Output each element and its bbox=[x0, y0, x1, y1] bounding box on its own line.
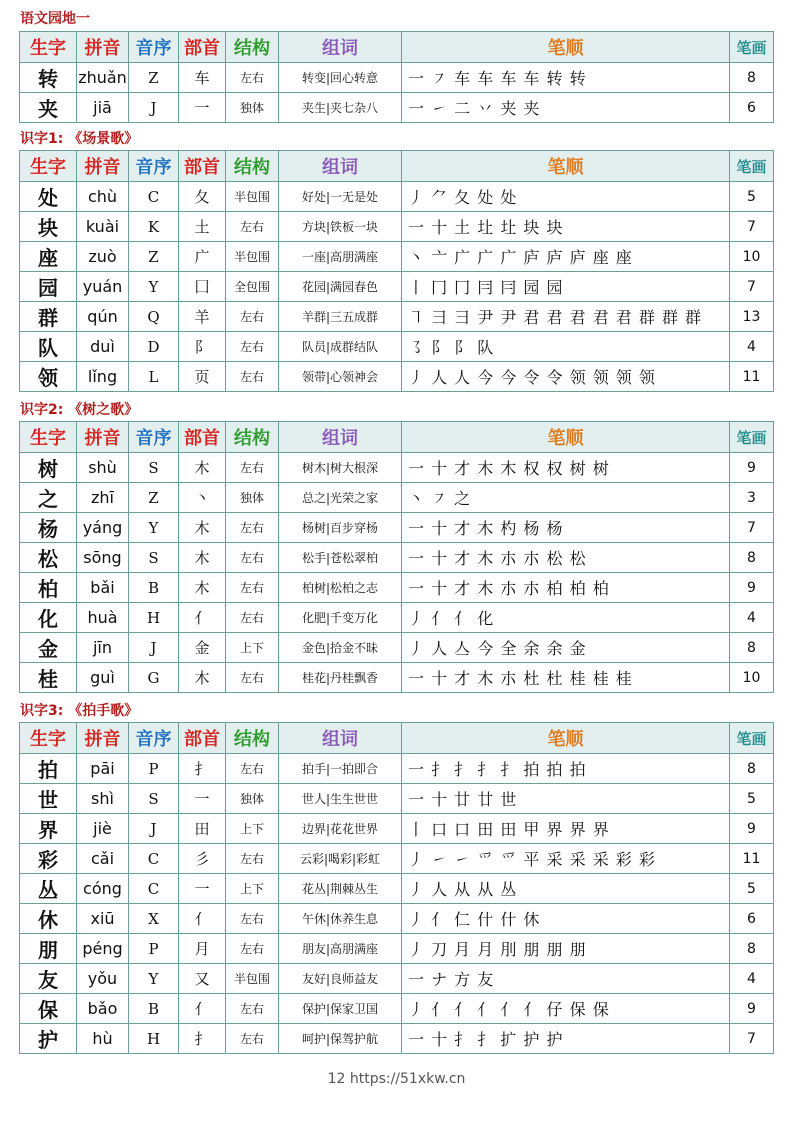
cell-index: P bbox=[129, 754, 179, 784]
table-row bbox=[20, 874, 774, 904]
column-header-words: 组词 bbox=[279, 422, 402, 453]
cell-radical: 木 bbox=[179, 573, 226, 603]
table-row bbox=[20, 663, 774, 693]
cell-count: 8 bbox=[730, 63, 774, 93]
cell-radical: 一 bbox=[179, 784, 226, 814]
cell-structure: 独体 bbox=[226, 93, 279, 123]
column-header-pinyin: 拼音 bbox=[77, 723, 129, 754]
cell-words: 朋友|高朋满座 bbox=[279, 934, 402, 964]
table-row bbox=[20, 754, 774, 784]
cell-words: 领带|心领神会 bbox=[279, 362, 402, 392]
cell-char: 转 bbox=[20, 63, 77, 93]
cell-char: 桂 bbox=[20, 663, 77, 693]
table-row bbox=[20, 63, 774, 93]
cell-strokes: ㇕ 彐 彐 尹 尹 君 君 君 君 君 群 群 群 bbox=[402, 302, 730, 332]
column-header-radical: 部首 bbox=[179, 422, 226, 453]
cell-char: 丛 bbox=[20, 874, 77, 904]
cell-pinyin: xiū bbox=[77, 904, 129, 934]
cell-index: C bbox=[129, 182, 179, 212]
cell-radical: 彡 bbox=[179, 844, 226, 874]
cell-structure: 左右 bbox=[226, 362, 279, 392]
cell-radical: 木 bbox=[179, 453, 226, 483]
cell-structure: 半包围 bbox=[226, 242, 279, 272]
cell-words: 化肥|千变万化 bbox=[279, 603, 402, 633]
cell-count: 7 bbox=[730, 513, 774, 543]
cell-structure: 左右 bbox=[226, 513, 279, 543]
cell-pinyin: kuài bbox=[77, 212, 129, 242]
cell-structure: 全包围 bbox=[226, 272, 279, 302]
cell-count: 5 bbox=[730, 182, 774, 212]
cell-structure: 左右 bbox=[226, 63, 279, 93]
cell-structure: 半包围 bbox=[226, 182, 279, 212]
cell-pinyin: zhuǎn bbox=[77, 63, 129, 93]
table-row bbox=[20, 302, 774, 332]
table-row bbox=[20, 272, 774, 302]
cell-index: Z bbox=[129, 63, 179, 93]
cell-radical: 丶 bbox=[179, 483, 226, 513]
cell-strokes: ㇌ 阝 阝 队 bbox=[402, 332, 730, 362]
column-header-index: 音序 bbox=[129, 723, 179, 754]
cell-index: S bbox=[129, 543, 179, 573]
column-header-char: 生字 bbox=[20, 32, 77, 63]
character-table-0 bbox=[19, 31, 774, 123]
cell-strokes: 丿 刀 月 月 刖 朋 朋 朋 bbox=[402, 934, 730, 964]
cell-index: S bbox=[129, 453, 179, 483]
cell-index: G bbox=[129, 663, 179, 693]
cell-radical: 亻 bbox=[179, 603, 226, 633]
cell-words: 桂花|丹桂飘香 bbox=[279, 663, 402, 693]
cell-structure: 独体 bbox=[226, 483, 279, 513]
column-header-words: 组词 bbox=[279, 723, 402, 754]
cell-count: 5 bbox=[730, 874, 774, 904]
cell-strokes: 一 十 土 圵 圵 块 块 bbox=[402, 212, 730, 242]
cell-index: J bbox=[129, 633, 179, 663]
character-table-2 bbox=[19, 421, 774, 693]
cell-index: C bbox=[129, 844, 179, 874]
cell-pinyin: yǒu bbox=[77, 964, 129, 994]
cell-index: Z bbox=[129, 242, 179, 272]
section-title-0: 语文园地一 bbox=[20, 11, 90, 27]
cell-index: B bbox=[129, 573, 179, 603]
cell-index: D bbox=[129, 332, 179, 362]
cell-char: 松 bbox=[20, 543, 77, 573]
table-row bbox=[20, 513, 774, 543]
cell-structure: 左右 bbox=[226, 332, 279, 362]
column-header-radical: 部首 bbox=[179, 723, 226, 754]
cell-index: Y bbox=[129, 964, 179, 994]
cell-pinyin: lǐng bbox=[77, 362, 129, 392]
cell-structure: 半包围 bbox=[226, 964, 279, 994]
cell-char: 群 bbox=[20, 302, 77, 332]
cell-char: 化 bbox=[20, 603, 77, 633]
column-header-structure: 结构 bbox=[226, 32, 279, 63]
cell-words: 云彩|喝彩|彩虹 bbox=[279, 844, 402, 874]
cell-words: 夹生|夹七杂八 bbox=[279, 93, 402, 123]
cell-count: 10 bbox=[730, 242, 774, 272]
cell-strokes: 丶 亠 广 广 广 庐 庐 庐 座 座 bbox=[402, 242, 730, 272]
table-row bbox=[20, 1024, 774, 1054]
cell-char: 杨 bbox=[20, 513, 77, 543]
column-header-index: 音序 bbox=[129, 422, 179, 453]
cell-strokes: 一 ㇀ 二 丷 夹 夹 bbox=[402, 93, 730, 123]
table-row bbox=[20, 934, 774, 964]
cell-words: 好处|一无是处 bbox=[279, 182, 402, 212]
cell-words: 一座|高朋满座 bbox=[279, 242, 402, 272]
cell-radical: 扌 bbox=[179, 754, 226, 784]
cell-radical: 又 bbox=[179, 964, 226, 994]
cell-char: 夹 bbox=[20, 93, 77, 123]
cell-pinyin: péng bbox=[77, 934, 129, 964]
column-header-char: 生字 bbox=[20, 422, 77, 453]
header-row bbox=[20, 422, 774, 453]
cell-structure: 左右 bbox=[226, 573, 279, 603]
cell-pinyin: huà bbox=[77, 603, 129, 633]
cell-char: 护 bbox=[20, 1024, 77, 1054]
cell-count: 8 bbox=[730, 754, 774, 784]
column-header-count: 笔画 bbox=[730, 422, 774, 453]
cell-strokes: 丨 口 口 田 田 甲 界 界 界 bbox=[402, 814, 730, 844]
cell-strokes: 丶 ㇇ 之 bbox=[402, 483, 730, 513]
cell-strokes: 一 ナ 方 友 bbox=[402, 964, 730, 994]
cell-structure: 左右 bbox=[226, 1024, 279, 1054]
cell-index: P bbox=[129, 934, 179, 964]
cell-count: 6 bbox=[730, 904, 774, 934]
column-header-count: 笔画 bbox=[730, 32, 774, 63]
cell-strokes: 丿 亻 亻 化 bbox=[402, 603, 730, 633]
cell-pinyin: jīn bbox=[77, 633, 129, 663]
cell-pinyin: zhī bbox=[77, 483, 129, 513]
cell-char: 保 bbox=[20, 994, 77, 1024]
cell-char: 块 bbox=[20, 212, 77, 242]
cell-radical: 扌 bbox=[179, 1024, 226, 1054]
cell-words: 花园|满园春色 bbox=[279, 272, 402, 302]
column-header-structure: 结构 bbox=[226, 151, 279, 182]
cell-radical: 木 bbox=[179, 513, 226, 543]
cell-count: 9 bbox=[730, 814, 774, 844]
cell-strokes: 丿 亻 仁 什 什 休 bbox=[402, 904, 730, 934]
section-title-2: 识字2: 《树之歌》 bbox=[20, 402, 139, 418]
cell-pinyin: yáng bbox=[77, 513, 129, 543]
cell-count: 7 bbox=[730, 272, 774, 302]
table-row bbox=[20, 242, 774, 272]
cell-structure: 左右 bbox=[226, 904, 279, 934]
cell-pinyin: shì bbox=[77, 784, 129, 814]
table-row bbox=[20, 453, 774, 483]
cell-pinyin: pāi bbox=[77, 754, 129, 784]
cell-words: 边界|花花世界 bbox=[279, 814, 402, 844]
cell-radical: 一 bbox=[179, 874, 226, 904]
cell-words: 柏树|松柏之志 bbox=[279, 573, 402, 603]
cell-char: 处 bbox=[20, 182, 77, 212]
cell-words: 松手|苍松翠柏 bbox=[279, 543, 402, 573]
cell-radical: 夂 bbox=[179, 182, 226, 212]
cell-strokes: 丿 人 亼 今 全 余 余 金 bbox=[402, 633, 730, 663]
cell-strokes: 一 扌 扌 扌 扌 拍 拍 拍 bbox=[402, 754, 730, 784]
header-row bbox=[20, 151, 774, 182]
character-table-1 bbox=[19, 150, 774, 392]
cell-structure: 上下 bbox=[226, 874, 279, 904]
cell-strokes: 一 十 扌 扌 扩 护 护 bbox=[402, 1024, 730, 1054]
cell-words: 队员|成群结队 bbox=[279, 332, 402, 362]
cell-index: C bbox=[129, 874, 179, 904]
cell-index: Y bbox=[129, 272, 179, 302]
cell-pinyin: hù bbox=[77, 1024, 129, 1054]
cell-structure: 左右 bbox=[226, 212, 279, 242]
cell-strokes: 一 十 才 木 木 权 权 树 树 bbox=[402, 453, 730, 483]
cell-words: 午休|休养生息 bbox=[279, 904, 402, 934]
table-row bbox=[20, 212, 774, 242]
column-header-index: 音序 bbox=[129, 32, 179, 63]
cell-index: Z bbox=[129, 483, 179, 513]
cell-words: 保护|保家卫国 bbox=[279, 994, 402, 1024]
cell-strokes: 丿 ⺈ 夂 处 处 bbox=[402, 182, 730, 212]
table-row bbox=[20, 332, 774, 362]
cell-strokes: 一 ㇇ 车 车 车 车 转 转 bbox=[402, 63, 730, 93]
table-row bbox=[20, 543, 774, 573]
cell-count: 9 bbox=[730, 573, 774, 603]
cell-strokes: 一 十 才 木 朩 朩 柏 柏 柏 bbox=[402, 573, 730, 603]
cell-count: 5 bbox=[730, 784, 774, 814]
column-header-count: 笔画 bbox=[730, 723, 774, 754]
cell-words: 转变|回心转意 bbox=[279, 63, 402, 93]
cell-words: 拍手|一拍即合 bbox=[279, 754, 402, 784]
section-title-3: 识字3: 《拍手歌》 bbox=[20, 703, 139, 719]
cell-count: 13 bbox=[730, 302, 774, 332]
table-row bbox=[20, 964, 774, 994]
column-header-radical: 部首 bbox=[179, 32, 226, 63]
table-row bbox=[20, 573, 774, 603]
table-row bbox=[20, 633, 774, 663]
cell-structure: 上下 bbox=[226, 633, 279, 663]
cell-radical: 田 bbox=[179, 814, 226, 844]
cell-words: 世人|生生世世 bbox=[279, 784, 402, 814]
cell-structure: 左右 bbox=[226, 844, 279, 874]
cell-char: 园 bbox=[20, 272, 77, 302]
column-header-strokes: 笔顺 bbox=[402, 723, 730, 754]
cell-structure: 左右 bbox=[226, 302, 279, 332]
cell-strokes: 丿 ㇀ ㇀ 爫 爫 平 采 采 采 彩 彩 bbox=[402, 844, 730, 874]
column-header-count: 笔画 bbox=[730, 151, 774, 182]
cell-strokes: 丿 人 从 从 丛 bbox=[402, 874, 730, 904]
cell-count: 8 bbox=[730, 543, 774, 573]
cell-count: 7 bbox=[730, 1024, 774, 1054]
cell-char: 树 bbox=[20, 453, 77, 483]
cell-radical: 土 bbox=[179, 212, 226, 242]
cell-structure: 左右 bbox=[226, 663, 279, 693]
cell-radical: 车 bbox=[179, 63, 226, 93]
cell-radical: 木 bbox=[179, 663, 226, 693]
table-row bbox=[20, 904, 774, 934]
cell-structure: 左右 bbox=[226, 934, 279, 964]
cell-char: 休 bbox=[20, 904, 77, 934]
column-header-index: 音序 bbox=[129, 151, 179, 182]
cell-count: 10 bbox=[730, 663, 774, 693]
cell-radical: 金 bbox=[179, 633, 226, 663]
table-row bbox=[20, 362, 774, 392]
cell-pinyin: bǎo bbox=[77, 994, 129, 1024]
cell-count: 9 bbox=[730, 453, 774, 483]
cell-radical: 广 bbox=[179, 242, 226, 272]
cell-structure: 左右 bbox=[226, 543, 279, 573]
cell-pinyin: jiè bbox=[77, 814, 129, 844]
cell-count: 8 bbox=[730, 633, 774, 663]
cell-words: 友好|良师益友 bbox=[279, 964, 402, 994]
cell-words: 杨树|百步穿杨 bbox=[279, 513, 402, 543]
table-row bbox=[20, 182, 774, 212]
cell-radical: 木 bbox=[179, 543, 226, 573]
column-header-strokes: 笔顺 bbox=[402, 151, 730, 182]
section-title-1: 识字1: 《场景歌》 bbox=[20, 131, 139, 147]
cell-strokes: 一 十 才 木 杓 杨 杨 bbox=[402, 513, 730, 543]
cell-pinyin: cǎi bbox=[77, 844, 129, 874]
cell-index: L bbox=[129, 362, 179, 392]
cell-char: 柏 bbox=[20, 573, 77, 603]
page-footer: 12 https://51xkw.cn bbox=[327, 1071, 466, 1087]
cell-pinyin: cóng bbox=[77, 874, 129, 904]
cell-count: 8 bbox=[730, 934, 774, 964]
cell-count: 4 bbox=[730, 332, 774, 362]
column-header-char: 生字 bbox=[20, 723, 77, 754]
cell-count: 4 bbox=[730, 964, 774, 994]
cell-structure: 独体 bbox=[226, 784, 279, 814]
cell-pinyin: jiā bbox=[77, 93, 129, 123]
cell-strokes: 一 十 廿 廿 世 bbox=[402, 784, 730, 814]
table-row bbox=[20, 814, 774, 844]
cell-strokes: 一 十 才 木 朩 杜 杜 桂 桂 桂 bbox=[402, 663, 730, 693]
table-row bbox=[20, 483, 774, 513]
column-header-radical: 部首 bbox=[179, 151, 226, 182]
cell-count: 6 bbox=[730, 93, 774, 123]
cell-char: 金 bbox=[20, 633, 77, 663]
cell-words: 树木|树大根深 bbox=[279, 453, 402, 483]
cell-char: 世 bbox=[20, 784, 77, 814]
header-row bbox=[20, 32, 774, 63]
cell-words: 呵护|保驾护航 bbox=[279, 1024, 402, 1054]
cell-count: 4 bbox=[730, 603, 774, 633]
table-row bbox=[20, 844, 774, 874]
column-header-pinyin: 拼音 bbox=[77, 32, 129, 63]
cell-radical: 一 bbox=[179, 93, 226, 123]
cell-index: H bbox=[129, 1024, 179, 1054]
cell-pinyin: duì bbox=[77, 332, 129, 362]
column-header-structure: 结构 bbox=[226, 422, 279, 453]
character-table-3 bbox=[19, 722, 774, 1054]
cell-strokes: 丨 冂 冂 冃 冃 园 园 bbox=[402, 272, 730, 302]
cell-structure: 上下 bbox=[226, 814, 279, 844]
cell-index: X bbox=[129, 904, 179, 934]
cell-words: 总之|光荣之家 bbox=[279, 483, 402, 513]
table-row bbox=[20, 994, 774, 1024]
cell-char: 友 bbox=[20, 964, 77, 994]
cell-index: Q bbox=[129, 302, 179, 332]
cell-index: J bbox=[129, 93, 179, 123]
cell-index: S bbox=[129, 784, 179, 814]
column-header-words: 组词 bbox=[279, 32, 402, 63]
cell-words: 花丛|荆棘丛生 bbox=[279, 874, 402, 904]
column-header-words: 组词 bbox=[279, 151, 402, 182]
cell-char: 之 bbox=[20, 483, 77, 513]
header-row bbox=[20, 723, 774, 754]
cell-radical: 羊 bbox=[179, 302, 226, 332]
cell-radical: 亻 bbox=[179, 994, 226, 1024]
cell-radical: 亻 bbox=[179, 904, 226, 934]
table-row bbox=[20, 93, 774, 123]
cell-structure: 左右 bbox=[226, 603, 279, 633]
cell-words: 方块|铁板一块 bbox=[279, 212, 402, 242]
cell-count: 9 bbox=[730, 994, 774, 1024]
cell-radical: 月 bbox=[179, 934, 226, 964]
cell-index: K bbox=[129, 212, 179, 242]
cell-strokes: 一 十 才 木 朩 朩 松 松 bbox=[402, 543, 730, 573]
cell-char: 座 bbox=[20, 242, 77, 272]
cell-char: 拍 bbox=[20, 754, 77, 784]
cell-char: 朋 bbox=[20, 934, 77, 964]
cell-count: 7 bbox=[730, 212, 774, 242]
cell-structure: 左右 bbox=[226, 754, 279, 784]
cell-structure: 左右 bbox=[226, 994, 279, 1024]
table-row bbox=[20, 603, 774, 633]
cell-index: H bbox=[129, 603, 179, 633]
cell-count: 11 bbox=[730, 362, 774, 392]
cell-pinyin: zuò bbox=[77, 242, 129, 272]
cell-strokes: 丿 亻 亻 亻 亻 亻 仔 保 保 bbox=[402, 994, 730, 1024]
table-row bbox=[20, 784, 774, 814]
cell-index: B bbox=[129, 994, 179, 1024]
cell-radical: 阝 bbox=[179, 332, 226, 362]
cell-radical: 囗 bbox=[179, 272, 226, 302]
cell-words: 羊群|三五成群 bbox=[279, 302, 402, 332]
cell-index: J bbox=[129, 814, 179, 844]
cell-pinyin: shù bbox=[77, 453, 129, 483]
cell-structure: 左右 bbox=[226, 453, 279, 483]
cell-pinyin: chù bbox=[77, 182, 129, 212]
cell-pinyin: guì bbox=[77, 663, 129, 693]
cell-pinyin: yuán bbox=[77, 272, 129, 302]
cell-pinyin: sōng bbox=[77, 543, 129, 573]
column-header-strokes: 笔顺 bbox=[402, 422, 730, 453]
cell-char: 领 bbox=[20, 362, 77, 392]
cell-index: Y bbox=[129, 513, 179, 543]
cell-radical: 页 bbox=[179, 362, 226, 392]
column-header-strokes: 笔顺 bbox=[402, 32, 730, 63]
cell-count: 3 bbox=[730, 483, 774, 513]
cell-char: 彩 bbox=[20, 844, 77, 874]
cell-count: 11 bbox=[730, 844, 774, 874]
cell-words: 金色|拾金不昧 bbox=[279, 633, 402, 663]
cell-char: 界 bbox=[20, 814, 77, 844]
cell-pinyin: qún bbox=[77, 302, 129, 332]
cell-strokes: 丿 人 人 今 今 令 令 领 领 领 领 bbox=[402, 362, 730, 392]
column-header-char: 生字 bbox=[20, 151, 77, 182]
column-header-structure: 结构 bbox=[226, 723, 279, 754]
cell-char: 队 bbox=[20, 332, 77, 362]
column-header-pinyin: 拼音 bbox=[77, 422, 129, 453]
cell-pinyin: bǎi bbox=[77, 573, 129, 603]
column-header-pinyin: 拼音 bbox=[77, 151, 129, 182]
